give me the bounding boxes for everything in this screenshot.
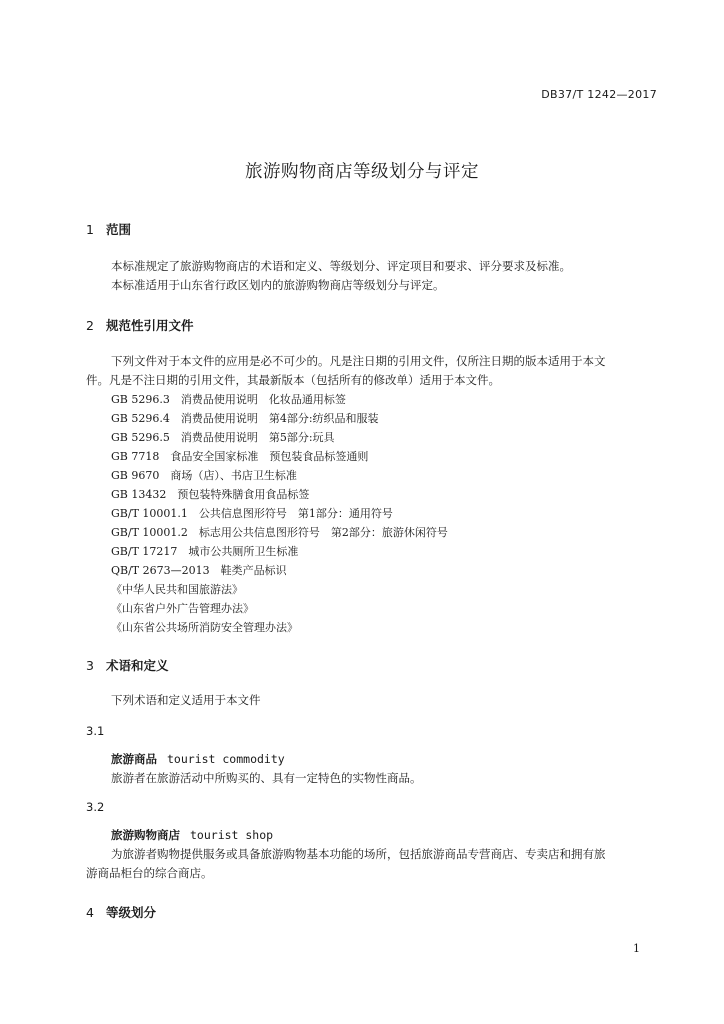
paragraph: 本标准规定了旅游购物商店的术语和定义、等级划分、评定项目和要求、评分要求及标准。 (111, 259, 571, 273)
section-number: 3 (86, 658, 94, 673)
section-4-heading (86, 903, 156, 921)
section-number: 4 (86, 905, 94, 920)
term-definition: 旅游者在旅游活动中所购买的、具有一定特色的实物性商品。 (111, 771, 422, 785)
section-number: 1 (86, 222, 94, 237)
section-title: 等级划分 (106, 905, 157, 920)
section-3-heading (86, 656, 169, 674)
paragraph: 件。凡是不注日期的引用文件，其最新版本（包括所有的修改单）适用于本文件。 (86, 373, 500, 387)
section-title: 规范性引用文件 (106, 318, 194, 333)
reference-item: GB 13432 预包装特殊膳食用食品标签 (111, 488, 310, 501)
section-title: 术语和定义 (106, 658, 169, 673)
reference-item: GB 7718 食品安全国家标准 预包装食品标签通则 (111, 450, 369, 463)
term-en: tourist commodity (167, 752, 285, 766)
term-number: 3.2 (86, 800, 105, 814)
section-number: 2 (86, 318, 94, 333)
term-definition: 游商品柜台的综合商店。 (86, 866, 213, 880)
paragraph: 下列术语和定义适用于本文件 (111, 693, 261, 707)
term-definition: 为旅游者购物提供服务或具备旅游购物基本功能的场所，包括旅游商品专营商店、专卖店和拥有旅 (111, 847, 606, 861)
reference-item: GB 5296.4 消费品使用说明 第4部分:纺织品和服装 (111, 412, 379, 425)
reference-item: QB/T 2673—2013 鞋类产品标识 (111, 564, 287, 577)
term-zh: 旅游购物商店 (111, 828, 180, 842)
paragraph: 下列文件对于本文件的应用是必不可少的。凡是注日期的引用文件，仅所注日期的版本适用于本文 (111, 354, 606, 368)
document-title: 旅游购物商店等级划分与评定 (245, 162, 479, 182)
reference-item: GB 5296.3 消费品使用说明 化妆品通用标签 (111, 393, 346, 406)
reference-item: 《山东省户外广告管理办法》 (111, 602, 254, 615)
reference-item: GB/T 10001.2 标志用公共信息图形符号 第2部分：旅游休闲符号 (111, 526, 448, 539)
term-number: 3.1 (86, 724, 105, 738)
term-heading (111, 751, 285, 767)
term-heading (111, 827, 273, 843)
standard-number: DB37/T 1242—2017 (541, 88, 657, 101)
reference-item: GB/T 17217 城市公共厕所卫生标准 (111, 545, 299, 558)
page-number: 1 (633, 942, 640, 955)
reference-item: 《山东省公共场所消防安全管理办法》 (111, 621, 298, 634)
reference-item: GB 5296.5 消费品使用说明 第5部分:玩具 (111, 431, 335, 444)
section-2-heading (86, 316, 194, 334)
paragraph: 本标准适用于山东省行政区划内的旅游购物商店等级划分与评定。 (111, 278, 445, 292)
term-en: tourist shop (190, 828, 274, 842)
term-zh: 旅游商品 (111, 752, 157, 766)
section-title: 范围 (106, 222, 132, 237)
reference-item: GB/T 10001.1 公共信息图形符号 第1部分：通用符号 (111, 507, 393, 520)
reference-item: 《中华人民共和国旅游法》 (111, 583, 243, 596)
reference-item: GB 9670 商场（店）、书店卫生标准 (111, 469, 297, 482)
section-1-heading (86, 220, 131, 238)
